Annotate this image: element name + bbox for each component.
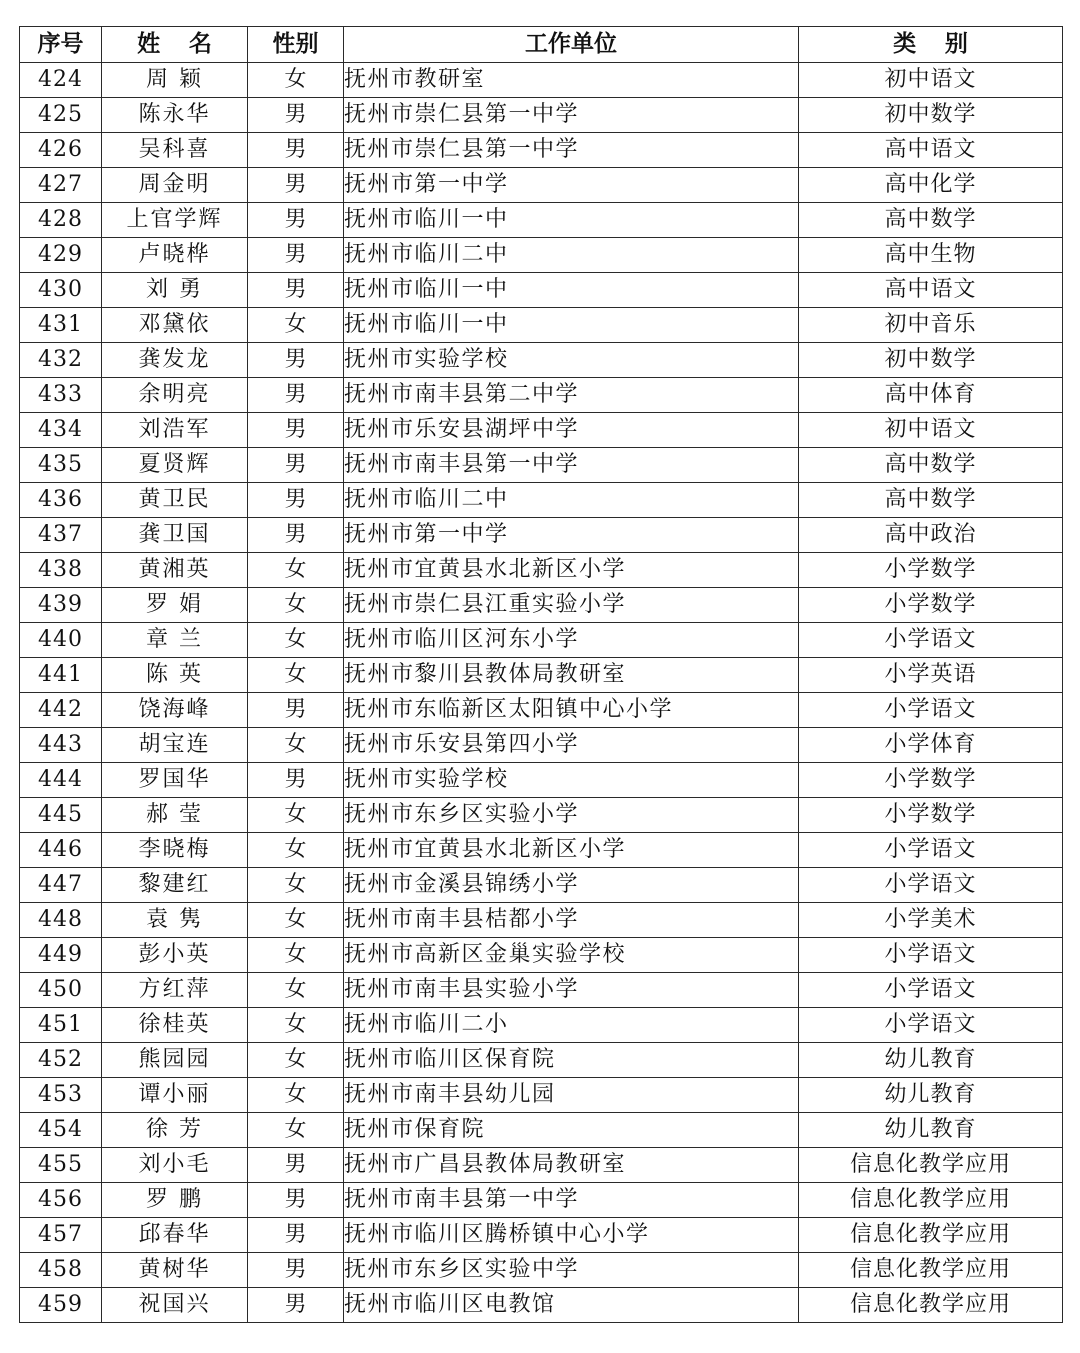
cell-serial-number: 435 xyxy=(20,448,102,483)
cell-name: 徐桂英 xyxy=(102,1008,248,1043)
table-row xyxy=(20,273,1063,308)
cell-category: 信息化教学应用 xyxy=(799,1288,1063,1323)
table-row xyxy=(20,518,1063,553)
cell-category: 高中政治 xyxy=(799,518,1063,553)
table-row xyxy=(20,1253,1063,1288)
cell-name: 罗国华 xyxy=(102,763,248,798)
table-row xyxy=(20,1288,1063,1323)
table-row xyxy=(20,658,1063,693)
cell-category: 高中语文 xyxy=(799,133,1063,168)
cell-gender: 女 xyxy=(248,868,344,903)
cell-category: 幼儿教育 xyxy=(799,1078,1063,1113)
table-row xyxy=(20,203,1063,238)
cell-work-unit: 抚州市保育院 xyxy=(344,1113,799,1148)
cell-work-unit: 抚州市实验学校 xyxy=(344,763,799,798)
cell-category: 信息化教学应用 xyxy=(799,1253,1063,1288)
cell-category: 高中生物 xyxy=(799,238,1063,273)
cell-gender: 男 xyxy=(248,1148,344,1183)
cell-gender: 女 xyxy=(248,63,344,98)
cell-gender: 女 xyxy=(248,623,344,658)
table-row xyxy=(20,728,1063,763)
cell-work-unit: 抚州市黎川县教体局教研室 xyxy=(344,658,799,693)
cell-category: 小学语文 xyxy=(799,1008,1063,1043)
cell-serial-number: 434 xyxy=(20,413,102,448)
cell-serial-number: 443 xyxy=(20,728,102,763)
cell-gender: 女 xyxy=(248,308,344,343)
table-row xyxy=(20,1183,1063,1218)
cell-serial-number: 429 xyxy=(20,238,102,273)
cell-gender: 男 xyxy=(248,518,344,553)
table-row xyxy=(20,938,1063,973)
cell-name: 卢晓桦 xyxy=(102,238,248,273)
cell-gender: 女 xyxy=(248,1043,344,1078)
cell-gender: 男 xyxy=(248,98,344,133)
cell-name: 祝国兴 xyxy=(102,1288,248,1323)
cell-work-unit: 抚州市南丰县第一中学 xyxy=(344,448,799,483)
cell-category: 初中数学 xyxy=(799,98,1063,133)
cell-category: 信息化教学应用 xyxy=(799,1218,1063,1253)
cell-gender: 女 xyxy=(248,903,344,938)
table-row xyxy=(20,693,1063,728)
cell-serial-number: 444 xyxy=(20,763,102,798)
cell-name: 上官学辉 xyxy=(102,203,248,238)
cell-category: 初中数学 xyxy=(799,343,1063,378)
cell-name: 徐 芳 xyxy=(102,1113,248,1148)
cell-serial-number: 432 xyxy=(20,343,102,378)
cell-name: 彭小英 xyxy=(102,938,248,973)
cell-work-unit: 抚州市临川区电教馆 xyxy=(344,1288,799,1323)
cell-gender: 男 xyxy=(248,378,344,413)
cell-work-unit: 抚州市东临新区太阳镇中心小学 xyxy=(344,693,799,728)
cell-work-unit: 抚州市乐安县第四小学 xyxy=(344,728,799,763)
cell-serial-number: 426 xyxy=(20,133,102,168)
cell-gender: 男 xyxy=(248,483,344,518)
table-header xyxy=(20,27,1063,63)
table-row xyxy=(20,588,1063,623)
cell-gender: 男 xyxy=(248,168,344,203)
cell-serial-number: 425 xyxy=(20,98,102,133)
cell-work-unit: 抚州市临川一中 xyxy=(344,203,799,238)
cell-category: 高中语文 xyxy=(799,273,1063,308)
cell-gender: 男 xyxy=(248,413,344,448)
cell-work-unit: 抚州市第一中学 xyxy=(344,518,799,553)
cell-serial-number: 431 xyxy=(20,308,102,343)
cell-work-unit: 抚州市崇仁县江重实验小学 xyxy=(344,588,799,623)
cell-serial-number: 442 xyxy=(20,693,102,728)
cell-work-unit: 抚州市临川区河东小学 xyxy=(344,623,799,658)
cell-gender: 男 xyxy=(248,1183,344,1218)
cell-category: 小学语文 xyxy=(799,973,1063,1008)
cell-name: 夏贤辉 xyxy=(102,448,248,483)
cell-gender: 女 xyxy=(248,728,344,763)
cell-category: 小学体育 xyxy=(799,728,1063,763)
cell-work-unit: 抚州市南丰县第一中学 xyxy=(344,1183,799,1218)
cell-name: 刘小毛 xyxy=(102,1148,248,1183)
cell-name: 黄卫民 xyxy=(102,483,248,518)
table-row xyxy=(20,1008,1063,1043)
cell-serial-number: 448 xyxy=(20,903,102,938)
cell-category: 小学语文 xyxy=(799,938,1063,973)
table-row xyxy=(20,903,1063,938)
cell-category: 小学语文 xyxy=(799,868,1063,903)
table-row xyxy=(20,168,1063,203)
cell-name: 刘 勇 xyxy=(102,273,248,308)
cell-name: 邓黛依 xyxy=(102,308,248,343)
cell-work-unit: 抚州市南丰县桔都小学 xyxy=(344,903,799,938)
table-row xyxy=(20,973,1063,1008)
cell-work-unit: 抚州市崇仁县第一中学 xyxy=(344,133,799,168)
cell-serial-number: 458 xyxy=(20,1253,102,1288)
cell-category: 高中数学 xyxy=(799,203,1063,238)
header-gender: 性别 xyxy=(248,27,344,63)
cell-serial-number: 441 xyxy=(20,658,102,693)
table-row xyxy=(20,763,1063,798)
cell-category: 小学数学 xyxy=(799,798,1063,833)
cell-work-unit: 抚州市实验学校 xyxy=(344,343,799,378)
cell-serial-number: 452 xyxy=(20,1043,102,1078)
cell-serial-number: 440 xyxy=(20,623,102,658)
table-row xyxy=(20,798,1063,833)
cell-name: 罗 娟 xyxy=(102,588,248,623)
cell-name: 周 颖 xyxy=(102,63,248,98)
roster-table xyxy=(19,26,1063,1323)
cell-name: 熊园园 xyxy=(102,1043,248,1078)
cell-gender: 女 xyxy=(248,973,344,1008)
cell-serial-number: 437 xyxy=(20,518,102,553)
cell-work-unit: 抚州市宜黄县水北新区小学 xyxy=(344,553,799,588)
cell-gender: 女 xyxy=(248,798,344,833)
table-row xyxy=(20,343,1063,378)
cell-serial-number: 450 xyxy=(20,973,102,1008)
table-row xyxy=(20,1113,1063,1148)
table-row xyxy=(20,378,1063,413)
cell-serial-number: 436 xyxy=(20,483,102,518)
cell-serial-number: 446 xyxy=(20,833,102,868)
table-row xyxy=(20,483,1063,518)
table-row xyxy=(20,63,1063,98)
cell-name: 李晓梅 xyxy=(102,833,248,868)
cell-name: 陈永华 xyxy=(102,98,248,133)
table-row xyxy=(20,833,1063,868)
cell-work-unit: 抚州市高新区金巢实验学校 xyxy=(344,938,799,973)
table-row xyxy=(20,238,1063,273)
cell-category: 幼儿教育 xyxy=(799,1113,1063,1148)
table-row xyxy=(20,413,1063,448)
table-row xyxy=(20,448,1063,483)
cell-category: 小学美术 xyxy=(799,903,1063,938)
cell-work-unit: 抚州市崇仁县第一中学 xyxy=(344,98,799,133)
cell-serial-number: 459 xyxy=(20,1288,102,1323)
cell-name: 袁 隽 xyxy=(102,903,248,938)
cell-name: 吴科喜 xyxy=(102,133,248,168)
header-work-unit: 工作单位 xyxy=(344,27,799,63)
cell-serial-number: 433 xyxy=(20,378,102,413)
cell-gender: 男 xyxy=(248,1288,344,1323)
cell-serial-number: 449 xyxy=(20,938,102,973)
cell-work-unit: 抚州市广昌县教体局教研室 xyxy=(344,1148,799,1183)
cell-category: 初中音乐 xyxy=(799,308,1063,343)
cell-gender: 男 xyxy=(248,203,344,238)
header-serial-number: 序号 xyxy=(20,27,102,63)
cell-serial-number: 447 xyxy=(20,868,102,903)
cell-work-unit: 抚州市临川二中 xyxy=(344,483,799,518)
table-row xyxy=(20,308,1063,343)
cell-serial-number: 424 xyxy=(20,63,102,98)
table-row xyxy=(20,1043,1063,1078)
cell-name: 黄湘英 xyxy=(102,553,248,588)
cell-work-unit: 抚州市乐安县湖坪中学 xyxy=(344,413,799,448)
cell-category: 高中体育 xyxy=(799,378,1063,413)
roster-sheet xyxy=(19,26,1063,1323)
cell-gender: 男 xyxy=(248,693,344,728)
cell-serial-number: 430 xyxy=(20,273,102,308)
cell-work-unit: 抚州市南丰县幼儿园 xyxy=(344,1078,799,1113)
cell-name: 郝 莹 xyxy=(102,798,248,833)
cell-work-unit: 抚州市第一中学 xyxy=(344,168,799,203)
cell-serial-number: 454 xyxy=(20,1113,102,1148)
cell-category: 高中数学 xyxy=(799,448,1063,483)
cell-category: 信息化教学应用 xyxy=(799,1183,1063,1218)
table-row xyxy=(20,1078,1063,1113)
cell-name: 邱春华 xyxy=(102,1218,248,1253)
cell-gender: 男 xyxy=(248,1253,344,1288)
cell-gender: 女 xyxy=(248,1113,344,1148)
cell-work-unit: 抚州市临川一中 xyxy=(344,308,799,343)
cell-category: 初中语文 xyxy=(799,63,1063,98)
cell-work-unit: 抚州市金溪县锦绣小学 xyxy=(344,868,799,903)
cell-name: 陈 英 xyxy=(102,658,248,693)
cell-gender: 女 xyxy=(248,658,344,693)
cell-work-unit: 抚州市宜黄县水北新区小学 xyxy=(344,833,799,868)
cell-name: 刘浩军 xyxy=(102,413,248,448)
cell-serial-number: 428 xyxy=(20,203,102,238)
cell-work-unit: 抚州市南丰县第二中学 xyxy=(344,378,799,413)
cell-name: 周金明 xyxy=(102,168,248,203)
table-row xyxy=(20,1218,1063,1253)
table-row xyxy=(20,133,1063,168)
cell-name: 龚卫国 xyxy=(102,518,248,553)
cell-gender: 女 xyxy=(248,1008,344,1043)
cell-category: 初中语文 xyxy=(799,413,1063,448)
table-body xyxy=(20,63,1063,1323)
cell-name: 余明亮 xyxy=(102,378,248,413)
cell-name: 章 兰 xyxy=(102,623,248,658)
cell-serial-number: 445 xyxy=(20,798,102,833)
cell-category: 小学数学 xyxy=(799,553,1063,588)
cell-work-unit: 抚州市教研室 xyxy=(344,63,799,98)
cell-work-unit: 抚州市临川一中 xyxy=(344,273,799,308)
cell-name: 罗 鹏 xyxy=(102,1183,248,1218)
cell-category: 小学数学 xyxy=(799,763,1063,798)
cell-gender: 男 xyxy=(248,448,344,483)
cell-category: 高中化学 xyxy=(799,168,1063,203)
cell-category: 小学语文 xyxy=(799,693,1063,728)
cell-gender: 女 xyxy=(248,833,344,868)
cell-category: 信息化教学应用 xyxy=(799,1148,1063,1183)
cell-serial-number: 455 xyxy=(20,1148,102,1183)
cell-serial-number: 456 xyxy=(20,1183,102,1218)
cell-work-unit: 抚州市临川二小 xyxy=(344,1008,799,1043)
cell-gender: 男 xyxy=(248,273,344,308)
cell-gender: 女 xyxy=(248,553,344,588)
cell-serial-number: 438 xyxy=(20,553,102,588)
cell-category: 小学英语 xyxy=(799,658,1063,693)
cell-name: 方红萍 xyxy=(102,973,248,1008)
cell-category: 高中数学 xyxy=(799,483,1063,518)
header-name: 姓 名 xyxy=(102,27,248,63)
cell-serial-number: 439 xyxy=(20,588,102,623)
cell-category: 小学语文 xyxy=(799,833,1063,868)
cell-work-unit: 抚州市临川区腾桥镇中心小学 xyxy=(344,1218,799,1253)
cell-serial-number: 451 xyxy=(20,1008,102,1043)
cell-gender: 男 xyxy=(248,238,344,273)
cell-work-unit: 抚州市东乡区实验中学 xyxy=(344,1253,799,1288)
cell-work-unit: 抚州市临川二中 xyxy=(344,238,799,273)
cell-name: 黎建红 xyxy=(102,868,248,903)
cell-gender: 女 xyxy=(248,588,344,623)
cell-work-unit: 抚州市东乡区实验小学 xyxy=(344,798,799,833)
cell-name: 谭小丽 xyxy=(102,1078,248,1113)
cell-gender: 男 xyxy=(248,1218,344,1253)
cell-serial-number: 453 xyxy=(20,1078,102,1113)
cell-gender: 女 xyxy=(248,938,344,973)
table-row xyxy=(20,868,1063,903)
cell-gender: 女 xyxy=(248,1078,344,1113)
cell-work-unit: 抚州市临川区保育院 xyxy=(344,1043,799,1078)
table-row xyxy=(20,623,1063,658)
cell-name: 饶海峰 xyxy=(102,693,248,728)
cell-serial-number: 457 xyxy=(20,1218,102,1253)
cell-gender: 男 xyxy=(248,343,344,378)
cell-category: 幼儿教育 xyxy=(799,1043,1063,1078)
cell-gender: 男 xyxy=(248,133,344,168)
table-row xyxy=(20,1148,1063,1183)
table-row xyxy=(20,98,1063,133)
cell-gender: 男 xyxy=(248,763,344,798)
cell-category: 小学数学 xyxy=(799,588,1063,623)
table-row xyxy=(20,553,1063,588)
cell-name: 黄树华 xyxy=(102,1253,248,1288)
header-row xyxy=(20,27,1063,63)
cell-name: 胡宝连 xyxy=(102,728,248,763)
cell-serial-number: 427 xyxy=(20,168,102,203)
header-category: 类 别 xyxy=(799,27,1063,63)
cell-work-unit: 抚州市南丰县实验小学 xyxy=(344,973,799,1008)
cell-name: 龚发龙 xyxy=(102,343,248,378)
cell-category: 小学语文 xyxy=(799,623,1063,658)
